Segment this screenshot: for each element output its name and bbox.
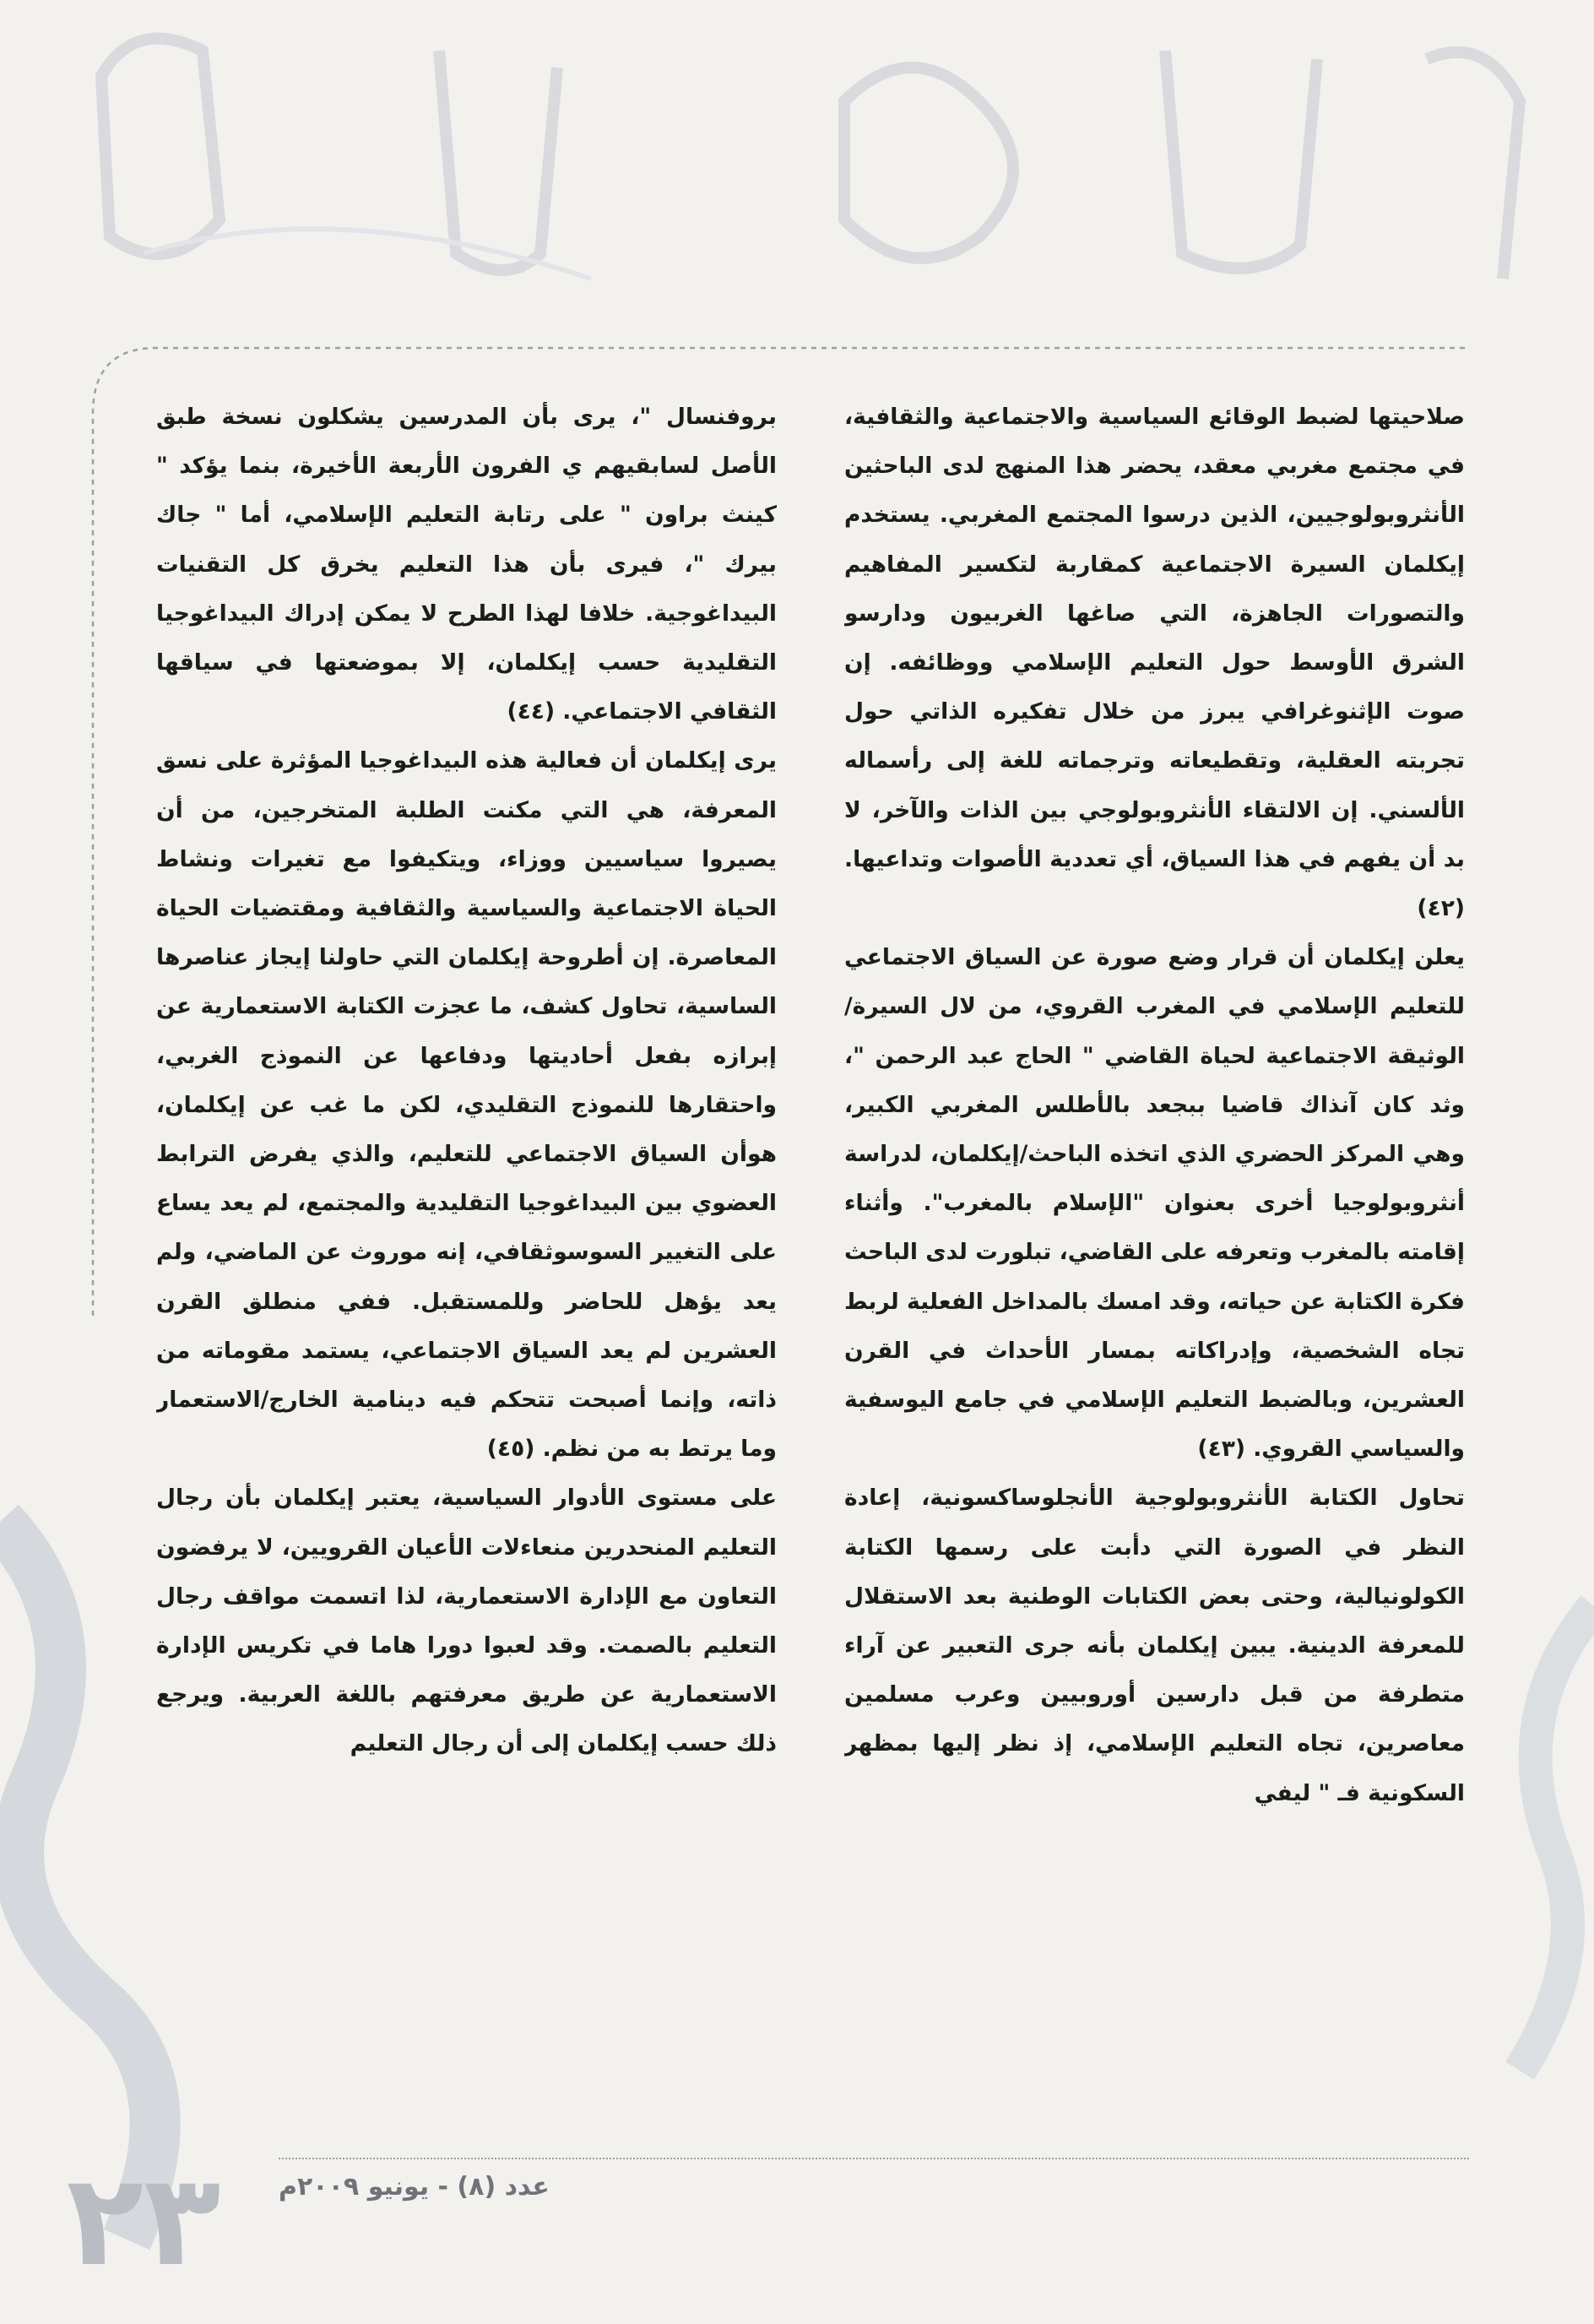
paragraph: بروفنسال "، يرى بأن المدرسين يشكلون نسخة طبق الأصل لسابقيهم ي الفرون الأربعة الأخيرة، بنما يؤكد " كينث براون " على رتابة التعليم الإسلامي، أما " جاك بيرك "، فيرى بأن هذا التعليم يخرق كل التقنيات البيداغوجية. خلافا لهذا الطرح لا يمكن إدراك البيداغوجيا التقليدية حسب إيكلمان، إلا بموضعتها في سياقها الثقافي الاجتماعي. (٤٤) [156, 404, 777, 725]
right-column [844, 393, 1465, 2065]
calligraphy-watermark [0, 0, 1594, 363]
paragraph: على مستوى الأدوار السياسية، يعتبر إيكلمان بأن رجال التعليم المنحدرين منعاءلات الأعيان القرويين، لا يرفضون التعاون مع الإدارة الاستعمارية، لذا اتسمت مواقف رجال التعليم بالصمت. وقد لعبوا دورا هاما في تكريس الإدارة الاستعمارية عن طريق معرفتهم باللغة العربية. ويرجع ذلك حسب إيكلمان إلى أن رجال التعليم [156, 1485, 777, 1757]
article-body [156, 393, 1465, 2065]
issue-label: عدد (٨) - يونيو ٢٠٠٩م [279, 2172, 550, 2202]
paragraph: يرى إيكلمان أن فعالية هذه البيداغوجيا المؤثرة على نسق المعرفة، هي التي مكنت الطلبة المتخرجين، من أن يصيروا سياسيين ووزاء، ويتكيفوا مع تغيرات ونشاط الحياة الاجتماعية والسياسية والثقافية ومقتضيات الحياة المعاصرة. إن أطروحة إيكلمان التي حاولنا إيجاز عناصرها الساسية، تحاول كشف، ما عجزت الكتابة الاستعمارية عن إبرازه بفعل أحاديتها ودفاعها عن النموذج الغربي، واحتقارها للنموذج التقليدي، لكن ما غب عن إيكلمان، هوأن السياق الاجتماعي للتعليم، والذي يفرض الترابط العضوي بين البيداغوجيا التقليدية والمجتمع، لم يعد يساع على التغيير السوسوثقافي، إنه موروث عن الماضي، ولم يعد يؤهل للحاضر وللمستقبل. ففي منطلق القرن العشرين لم يعد السياق الاجتماعي، يستمد مقوماته من ذاته، وإنما أصبحت تتحكم فيه دينامية الخارج/الاستعمار وما يرتط به من نظم. (٤٥) [156, 747, 777, 1463]
footer-divider [279, 2158, 1469, 2159]
paragraph: تحاول الكتابة الأنثروبولوجية الأنجلوساكسونية، إعادة النظر في الصورة التي دأبت على رسمها الكتابة الكولونيالية، وحتى بعض الكتابات الوطنية بعد الاستقلال للمعرفة الدينية. يبين إيكلمان بأنه جرى التعبير عن آراء متطرفة من قبل دارسين أوروبيين وعرب مسلمين معاصرين، تجاه التعليم الإسلامي، إذ نظر إليها بمظهر السكونية فـ " ليفي [844, 1485, 1465, 1806]
paragraph: يعلن إيكلمان أن قرار وضع صورة عن السياق الاجتماعي للتعليم الإسلامي في المغرب القروي، من لال السيرة/الوثيقة الاجتماعية لحياة القاضي " الحاج عبد الرحمن "، وثد كان آنذاك قاضيا ببجعد بالأطلس المغربي الكبير، وهي المركز الحضري الذي اتخذه الباحث/إيكلمان، لدراسة أنثروبولوجيا أخرى بعنوان "الإسلام بالمغرب". وأثناء إقامته بالمغرب وتعرفه على القاضي، تبلورت لدى الباحث فكرة الكتابة عن حياته، وقد امسك بالمداخل الفعلية لربط تجاه الشخصية، وإدراكاته بمسار الأحداث في القرن العشرين، وبالضبط التعليم الإسلامي في جامع اليوسفية والسياسي القروي. (٤٣) [844, 944, 1465, 1463]
page-number: ٢٣ [66, 2148, 221, 2294]
left-column [156, 393, 777, 2065]
header-decoration [0, 0, 1594, 363]
paragraph: صلاحيتها لضبط الوقائع السياسية والاجتماعية والثقافية، في مجتمع مغربي معقد، يحضر هذا المنهج لدى الباحثين الأنثروبولوجيين، الذين درسوا المجتمع المغربي. يستخدم إيكلمان السيرة الاجتماعية كمقاربة لتكسير المفاهيم والتصورات الجاهزة، التي صاغها الغربيون ودارسو الشرق الأوسط حول التعليم الإسلامي ووظائفه. إن صوت الإثنوغرافي يبرز من خلال تفكيره الذاتي حول تجربته العقلية، وتقطيعاته وترجماته للغة إلى رأسماله الألسني. إن الالتقاء الأنثروبولوجي بين الذات والآخر، لا بد أن يفهم في هذا السياق، أي تعددية الأصوات وتداعيها. (٤٢) [844, 404, 1465, 922]
